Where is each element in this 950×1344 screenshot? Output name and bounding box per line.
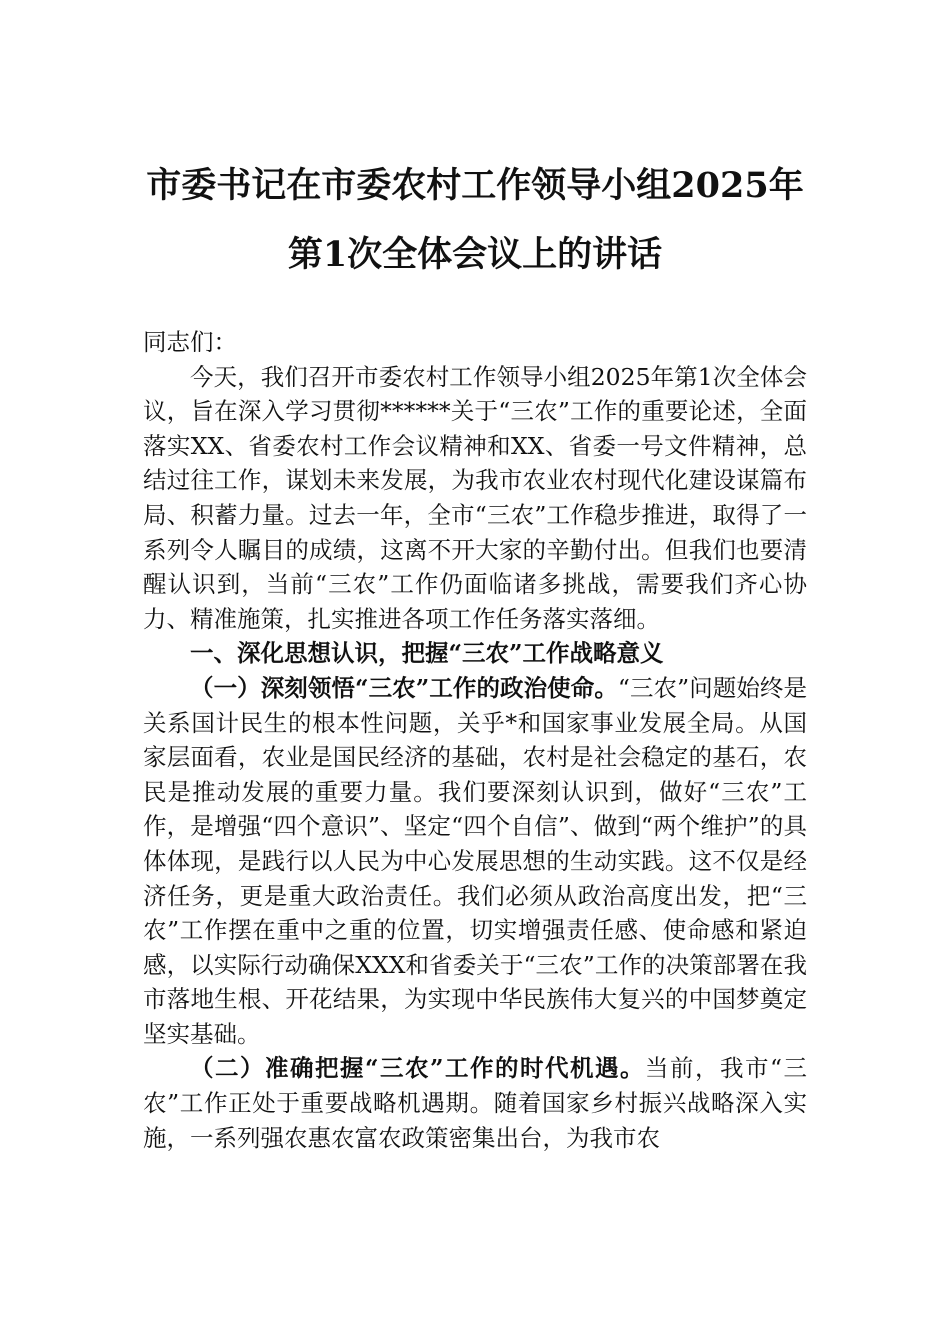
salutation: 同志们：	[143, 328, 237, 356]
subsection-body-1: “三农”问题始终是关系国计民生的根本性问题，关乎*和国家事业发展全局。从国家层面看，农业是国民经济的基础，农村是社会稳定的基石，农民是推动发展的重要力量。我们要深刻认识到，做好“三农”工作，是增强“四个意识”、坚定“四个自信”、做到“两个维护”的具体体现，是践行以人民为中心发展思想的生动实践。这不仅是经济任务，更是重大政治责任。我们必须从政治高度出发，把“三农”工作摆在重中之重的位置，切实增强责任感、使命感和紧迫感，以实际行动确保XXX和省委关于“三农”工作的决策部署在我市落地生根、开花结果，为实现中华民族伟大复兴的中国梦奠定坚实基础。	[143, 673, 807, 1048]
subsection-body-2: 当前，我市“三农”工作正处于重要战略机遇期。随着国家乡村振兴战略深入实施，一系列强农惠农富农政策密集出台，为我市农	[143, 1054, 807, 1152]
subsection-heading-2: （二）准确把握“三农”工作的时代机遇。	[190, 1054, 645, 1083]
subsection-heading-1: （一）深刻领悟“三农”工作的政治使命。	[190, 673, 618, 702]
document-body	[143, 325, 807, 1155]
document-title-line-2: 第1次全体会议上的讲话	[287, 234, 663, 275]
intro-paragraph: 今天，我们召开市委农村工作领导小组2025年第1次全体会议，旨在深入学习贯彻******关于“三农”工作的重要论述，全面落实XX、省委农村工作会议精神和XX、省委一号文件精神，总结过往工作，谋划未来发展，为我市农业农村现代化建设谋篇布局、积蓄力量。过去一年，全市“三农”工作稳步推进，取得了一系列令人瞩目的成绩，这离不开大家的辛勤付出。但我们也要清醒认识到，当前“三农”工作仍面临诸多挑战，需要我们齐心协力、精准施策，扎实推进各项工作任务落实落细。	[143, 362, 807, 633]
document-title-line-1: 市委书记在市委农村工作领导小组2025年	[146, 165, 804, 206]
subsection-paragraph-2	[143, 1051, 807, 1155]
section-heading-1: 一、深化思想认识，把握“三农”工作战略意义	[190, 639, 664, 668]
subsection-paragraph-1	[143, 671, 807, 1052]
